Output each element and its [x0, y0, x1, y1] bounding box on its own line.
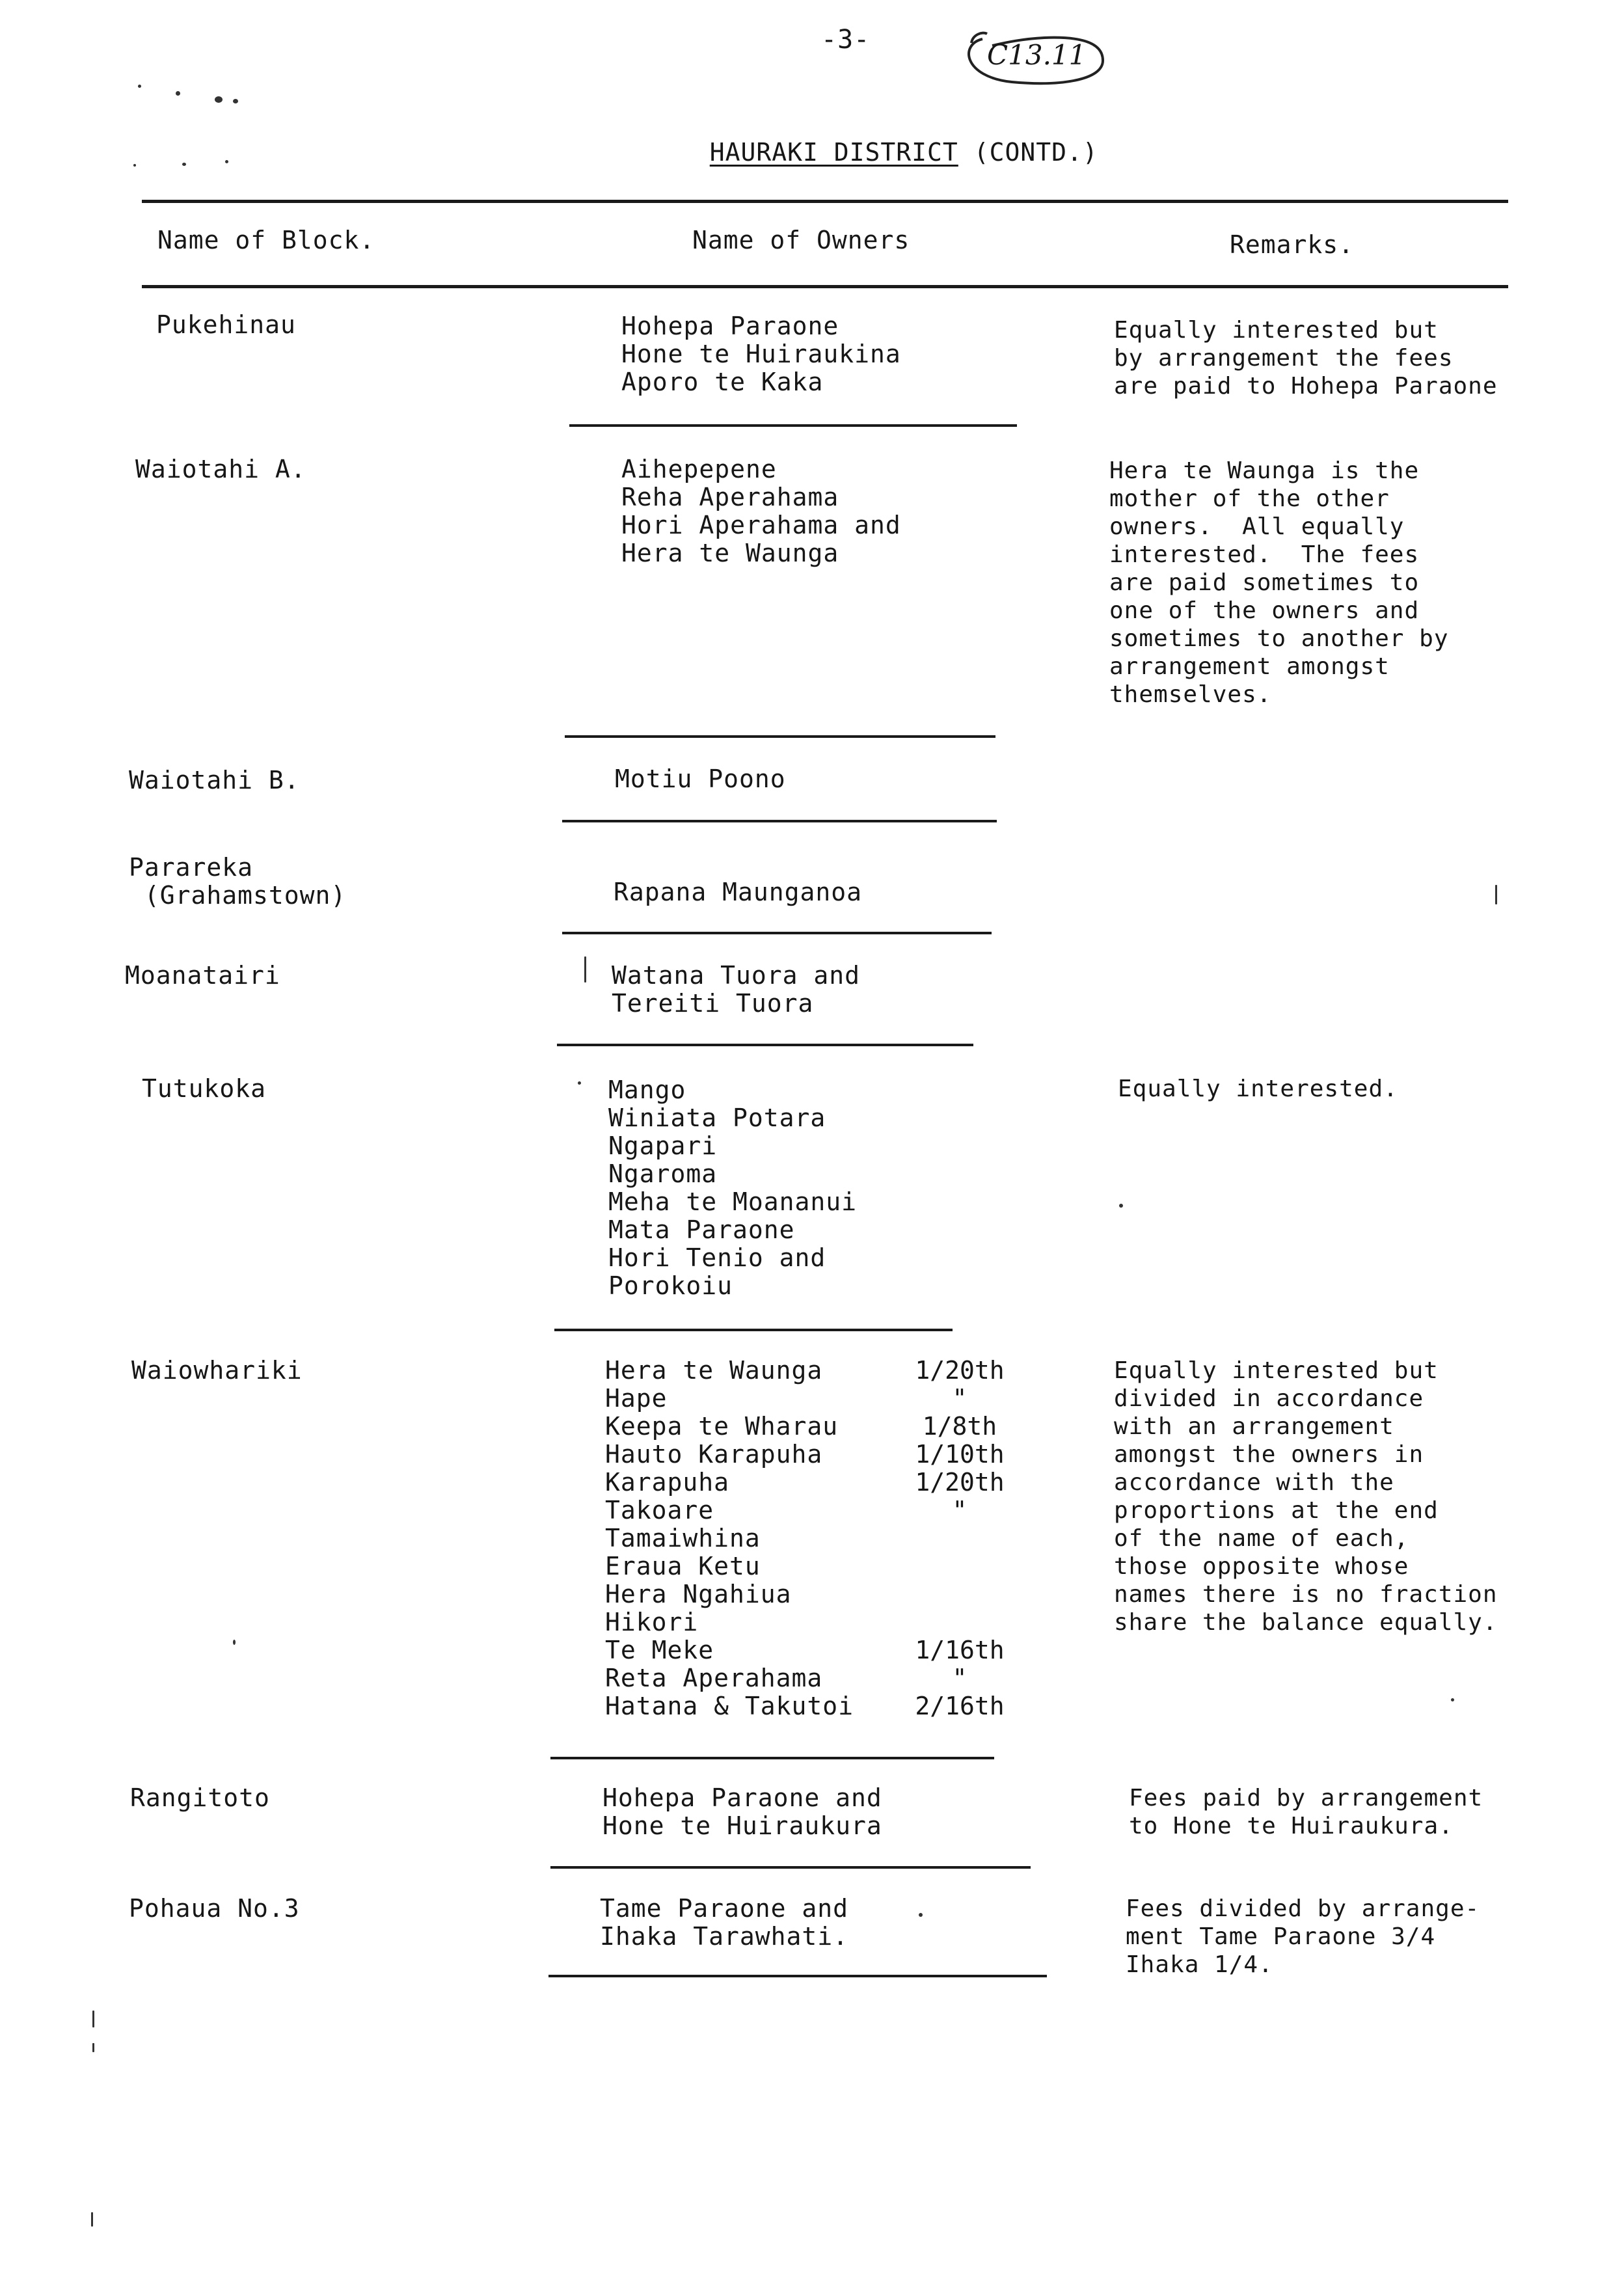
- scan-speck: [233, 99, 238, 103]
- page-title: [679, 109, 1098, 167]
- owner-names: Mango Winiata Potara Ngapari Ngaroma Meha te Moananui Mata Paraone Hori Tenio and Porokoiu: [608, 1076, 858, 1300]
- remarks-text: Equally interested but divided in accordance with an arrangement amongst the owners in accordance with the proportions at the end of the name of each, those opposite whose names there is no fraction share the balance equally.: [1114, 1357, 1498, 1636]
- owner-names: Hera te Waunga Hape Keepa te Wharau Hauto Karapuha Karapuha Takoare Tamaiwhina Eraua Ketu Hera Ngahiua Hikori Te Meke Reta Aperahama Hatana & Takutoi: [605, 1356, 854, 1720]
- row-separator: [557, 1044, 973, 1046]
- row-separator: [565, 735, 995, 738]
- scan-speck: [584, 956, 586, 982]
- title-suffix: (CONTD.): [973, 138, 1098, 167]
- scan-speck: [91, 2212, 93, 2227]
- scan-speck: [138, 85, 141, 88]
- column-header-remarks: Remarks.: [1230, 230, 1355, 259]
- owner-shares: 1/20th " 1/8th 1/10th 1/20th " 1/16th " 2/16th: [915, 1356, 1005, 1720]
- block-name: Tutukoka: [142, 1074, 267, 1103]
- remarks-text: Equally interested.: [1118, 1076, 1398, 1102]
- scan-speck: [578, 1081, 581, 1085]
- row-separator: [550, 1757, 994, 1759]
- table-top-rule: [142, 200, 1508, 203]
- owner-names: Motiu Poono: [615, 765, 786, 793]
- title-main: HAURAKI DISTRICT: [709, 138, 958, 167]
- row-separator: [562, 932, 992, 934]
- owner-names: Rapana Maunganoa: [614, 878, 863, 906]
- scan-speck: [233, 1640, 236, 1645]
- remarks-text: Equally interested but by arrangement the fees are paid to Hohepa Paraone: [1114, 317, 1498, 400]
- remarks-text: Fees paid by arrangement to Hone te Huiraukura.: [1129, 1785, 1483, 1839]
- block-name: Moanatairi: [125, 961, 280, 990]
- remarks-text: Hera te Waunga is the mother of the other owners. All equally interested. The fees are paid sometimes to one of the owners and sometimes to another by arrangement amongst themselves.: [1109, 457, 1449, 708]
- scan-speck: [225, 160, 228, 163]
- column-header-owners: Name of Owners: [692, 226, 910, 254]
- block-name: Waiotahi B.: [129, 766, 300, 794]
- owner-names: Tame Paraone and Ihaka Tarawhati.: [600, 1894, 849, 1951]
- scan-speck: [1119, 1204, 1123, 1208]
- block-name: Parareka (Grahamstown): [129, 853, 347, 910]
- block-name: Waiotahi A.: [135, 455, 306, 483]
- block-name: Rangitoto: [130, 1783, 270, 1812]
- page-number: -3-: [821, 25, 871, 55]
- row-separator: [548, 1975, 1047, 1977]
- owner-names: Hohepa Paraone Hone te Huiraukina Aporo te Kaka: [621, 312, 901, 396]
- remarks-text: Fees divided by arrange- ment Tame Paraone 3/4 Ihaka 1/4.: [1126, 1895, 1480, 1978]
- scan-speck: [1451, 1698, 1454, 1701]
- owner-names: Watana Tuora and Tereiti Tuora: [612, 961, 861, 1018]
- row-separator: [550, 1866, 1031, 1869]
- scan-speck: [176, 91, 180, 96]
- block-name: Waiowhariki: [131, 1356, 303, 1385]
- scan-speck: [92, 2043, 94, 2052]
- scan-speck: [1495, 885, 1497, 904]
- table-header-rule: [142, 285, 1508, 288]
- row-separator: [569, 424, 1017, 427]
- scan-speck: [215, 96, 223, 103]
- annotation-text: C13.11: [987, 39, 1087, 71]
- scan-speck: [133, 164, 136, 167]
- owner-names: Hohepa Paraone and Hone te Huiraukura: [602, 1783, 882, 1840]
- owner-names: Aihepepene Reha Aperahama Hori Aperahama and Hera te Waunga: [621, 455, 901, 567]
- row-separator: [554, 1329, 953, 1331]
- scan-speck: [919, 1913, 923, 1917]
- scan-speck: [92, 2011, 94, 2027]
- row-separator: [562, 820, 997, 822]
- block-name: Pohaua No.3: [129, 1894, 300, 1923]
- scan-speck: [182, 163, 186, 166]
- handwritten-annotation: [947, 25, 1109, 90]
- block-name: Pukehinau: [156, 310, 296, 339]
- column-header-block: Name of Block.: [157, 226, 375, 254]
